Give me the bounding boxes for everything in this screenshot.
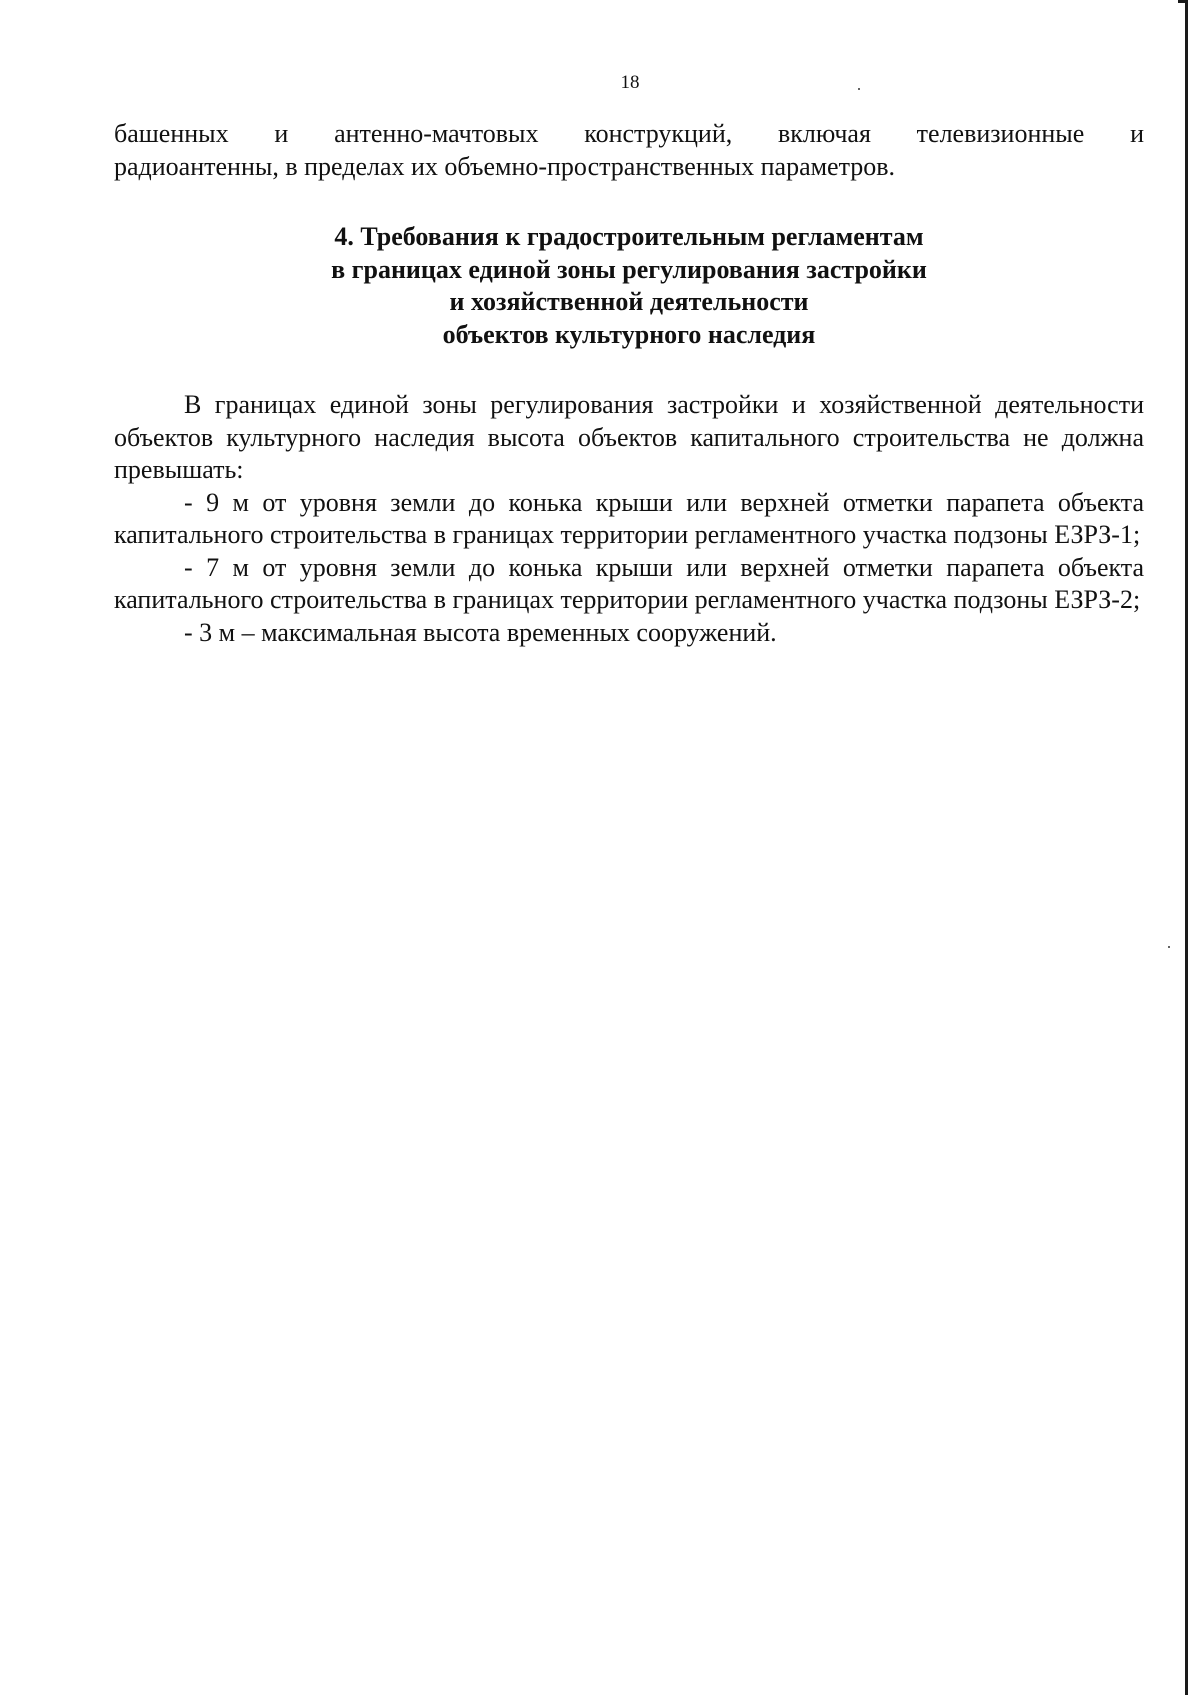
intro-paragraph — [114, 118, 1144, 183]
heading-line-1: 4. Требования к градостроительным регламентам — [334, 222, 924, 251]
list-item-1: - 9 м от уровня земли до конька крыши или верхней отметки парапета объекта капитального строительства в границах территории регламентного участка подзоны ЕЗРЗ-1; — [114, 487, 1144, 549]
intro-line-1: башенных и антенно-мачтовых конструкций, включая телевизионные и — [114, 119, 1144, 148]
page-number: 18 — [620, 72, 640, 93]
body-paragraph: В границах единой зоны регулирования застройки и хозяйственной деятельности объектов культурного наследия высота объектов капитального строительства не должна превышать: — [114, 390, 1144, 484]
scan-speck — [1168, 946, 1170, 948]
scan-edge-corner — [1178, 0, 1188, 3]
document-body — [114, 118, 1144, 649]
heading-line-4: объектов культурного наследия — [442, 319, 816, 349]
heading-line-2: в границах единой зоны регулирования застройки — [331, 254, 927, 284]
intro-line-2: радиоантенны, в пределах их объемно-пространственных параметров. — [114, 151, 896, 181]
list-item-2: - 7 м от уровня земли до конька крыши или верхней отметки парапета объекта капитального строительства в границах территории регламентного участка подзоны ЕЗРЗ-2; — [114, 552, 1144, 614]
list-item-3: - 3 м – максимальная высота временных сооружений. — [184, 617, 777, 647]
scan-edge-line — [1185, 0, 1188, 1695]
heading-line-3: и хозяйственной деятельности — [449, 287, 809, 316]
section-heading — [114, 221, 1144, 351]
